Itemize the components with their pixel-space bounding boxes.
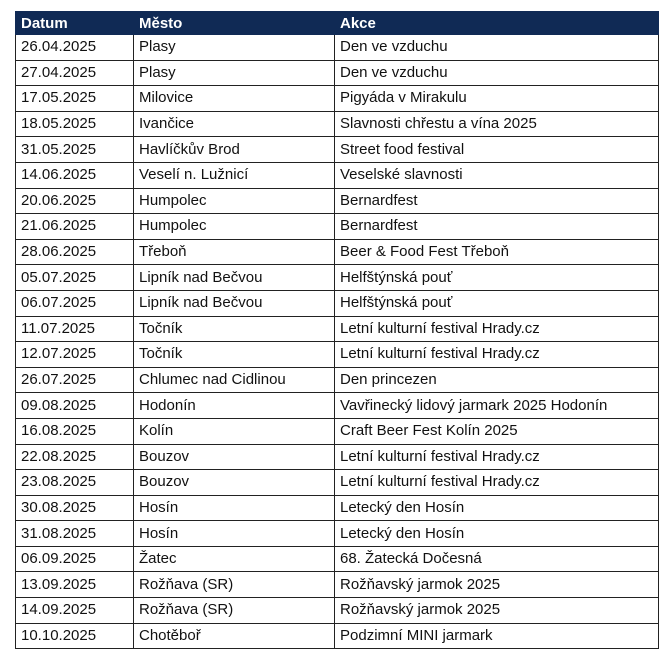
- table-row: [16, 521, 659, 547]
- table-row: [16, 367, 659, 393]
- cell-event: Slavnosti chřestu a vína 2025: [335, 111, 659, 137]
- cell-city: Hodonín: [134, 393, 335, 419]
- table-row: [16, 290, 659, 316]
- cell-event: Podzimní MINI jarmark: [335, 623, 659, 649]
- table-row: [16, 598, 659, 624]
- cell-event: 68. Žatecká Dočesná: [335, 546, 659, 572]
- cell-city: Ivančice: [134, 111, 335, 137]
- table-row: [16, 188, 659, 214]
- cell-event: Bernardfest: [335, 188, 659, 214]
- cell-event: Rožňavský jarmok 2025: [335, 572, 659, 598]
- header-row: [16, 12, 659, 35]
- cell-city: Bouzov: [134, 470, 335, 496]
- cell-date: 22.08.2025: [16, 444, 134, 470]
- cell-date: 16.08.2025: [16, 418, 134, 444]
- cell-event: Letní kulturní festival Hrady.cz: [335, 444, 659, 470]
- cell-date: 06.07.2025: [16, 290, 134, 316]
- cell-date: 05.07.2025: [16, 265, 134, 291]
- cell-city: Žatec: [134, 546, 335, 572]
- table-row: [16, 342, 659, 368]
- cell-city: Třeboň: [134, 239, 335, 265]
- cell-city: Havlíčkův Brod: [134, 137, 335, 163]
- table-body: [16, 35, 659, 649]
- cell-city: Hosín: [134, 495, 335, 521]
- cell-event: Bernardfest: [335, 214, 659, 240]
- table-row: [16, 393, 659, 419]
- cell-date: 31.05.2025: [16, 137, 134, 163]
- table-row: [16, 572, 659, 598]
- cell-event: Veselské slavnosti: [335, 162, 659, 188]
- table-row: [16, 239, 659, 265]
- cell-date: 20.06.2025: [16, 188, 134, 214]
- cell-event: Den ve vzduchu: [335, 35, 659, 61]
- table-row: [16, 470, 659, 496]
- cell-city: Točník: [134, 316, 335, 342]
- cell-date: 21.06.2025: [16, 214, 134, 240]
- cell-event: Letecký den Hosín: [335, 521, 659, 547]
- table-header: [16, 12, 659, 35]
- table-row: [16, 444, 659, 470]
- cell-event: Craft Beer Fest Kolín 2025: [335, 418, 659, 444]
- cell-city: Hosín: [134, 521, 335, 547]
- table-row: [16, 137, 659, 163]
- table-row: [16, 35, 659, 61]
- cell-city: Chlumec nad Cidlinou: [134, 367, 335, 393]
- cell-city: Milovice: [134, 86, 335, 112]
- table-row: [16, 86, 659, 112]
- cell-event: Street food festival: [335, 137, 659, 163]
- cell-city: Lipník nad Bečvou: [134, 265, 335, 291]
- cell-event: Den princezen: [335, 367, 659, 393]
- cell-city: Plasy: [134, 35, 335, 61]
- table-row: [16, 60, 659, 86]
- cell-city: Točník: [134, 342, 335, 368]
- cell-date: 26.07.2025: [16, 367, 134, 393]
- table-row: [16, 418, 659, 444]
- cell-date: 23.08.2025: [16, 470, 134, 496]
- cell-city: Plasy: [134, 60, 335, 86]
- cell-city: Rožňava (SR): [134, 572, 335, 598]
- cell-event: Helfštýnská pouť: [335, 290, 659, 316]
- cell-date: 18.05.2025: [16, 111, 134, 137]
- cell-event: Rožňavský jarmok 2025: [335, 598, 659, 624]
- header-date: Datum: [16, 12, 134, 35]
- cell-date: 06.09.2025: [16, 546, 134, 572]
- cell-date: 26.04.2025: [16, 35, 134, 61]
- cell-date: 13.09.2025: [16, 572, 134, 598]
- cell-date: 27.04.2025: [16, 60, 134, 86]
- events-table: [15, 11, 659, 649]
- cell-event: Vavřinecký lidový jarmark 2025 Hodonín: [335, 393, 659, 419]
- cell-event: Letecký den Hosín: [335, 495, 659, 521]
- header-city: Město: [134, 12, 335, 35]
- cell-city: Humpolec: [134, 214, 335, 240]
- cell-city: Veselí n. Lužnicí: [134, 162, 335, 188]
- cell-city: Kolín: [134, 418, 335, 444]
- cell-date: 10.10.2025: [16, 623, 134, 649]
- cell-event: Helfštýnská pouť: [335, 265, 659, 291]
- cell-city: Humpolec: [134, 188, 335, 214]
- cell-event: Den ve vzduchu: [335, 60, 659, 86]
- table-row: [16, 214, 659, 240]
- table-row: [16, 546, 659, 572]
- cell-date: 12.07.2025: [16, 342, 134, 368]
- table-row: [16, 162, 659, 188]
- cell-date: 14.09.2025: [16, 598, 134, 624]
- cell-city: Bouzov: [134, 444, 335, 470]
- cell-event: Beer & Food Fest Třeboň: [335, 239, 659, 265]
- cell-city: Lipník nad Bečvou: [134, 290, 335, 316]
- cell-city: Rožňava (SR): [134, 598, 335, 624]
- cell-date: 14.06.2025: [16, 162, 134, 188]
- cell-event: Pigyáda v Mirakulu: [335, 86, 659, 112]
- table-row: [16, 495, 659, 521]
- table-row: [16, 623, 659, 649]
- cell-event: Letní kulturní festival Hrady.cz: [335, 470, 659, 496]
- cell-date: 11.07.2025: [16, 316, 134, 342]
- cell-event: Letní kulturní festival Hrady.cz: [335, 342, 659, 368]
- table-row: [16, 111, 659, 137]
- header-event: Akce: [335, 12, 659, 35]
- cell-date: 30.08.2025: [16, 495, 134, 521]
- cell-date: 17.05.2025: [16, 86, 134, 112]
- cell-date: 28.06.2025: [16, 239, 134, 265]
- table-row: [16, 316, 659, 342]
- cell-date: 09.08.2025: [16, 393, 134, 419]
- cell-event: Letní kulturní festival Hrady.cz: [335, 316, 659, 342]
- cell-date: 31.08.2025: [16, 521, 134, 547]
- table-row: [16, 265, 659, 291]
- cell-city: Chotěboř: [134, 623, 335, 649]
